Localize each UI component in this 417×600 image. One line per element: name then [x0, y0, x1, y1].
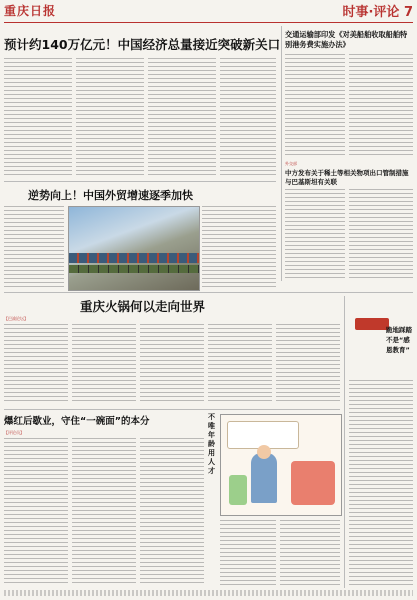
export-text-col2 [349, 189, 413, 281]
divider-education-column [344, 296, 345, 588]
hotpot-text-col4 [208, 324, 272, 404]
headline-trade: 逆势向上！中国外贸增速逐季加快 [28, 189, 193, 202]
gdp-text-col3 [148, 58, 216, 176]
page-label: 时事·评论 7 [342, 5, 413, 20]
gdp-text-col4 [220, 58, 276, 176]
tag-comment-b: 【评论员】 [4, 430, 24, 435]
hotpot-text-col2 [72, 324, 136, 404]
headline-hotpot: 重庆火锅何以走向世界 [80, 299, 206, 314]
transport-text-col1 [285, 54, 345, 156]
tag-comment-a: 【巴渝论坛】 [4, 316, 28, 321]
education-text-col [349, 380, 413, 588]
tag-sidebar: 外交部 [285, 161, 297, 166]
freight-train-photo [68, 206, 200, 291]
gdp-text-col2 [76, 58, 144, 176]
divider-lower [4, 409, 340, 410]
export-text-col1 [285, 189, 345, 281]
headline-gdp: 预计约140万亿元！中国经济总量接近突破新关口 [4, 37, 281, 52]
restaurant-text-col3 [140, 438, 204, 586]
talent-illustration [220, 414, 342, 516]
column-badge [355, 318, 389, 330]
headline-export-control: 中方发布关于稀土等相关物项出口管制措施与巴基斯坦有关联 [285, 169, 409, 186]
masthead [4, 2, 413, 22]
headline-transport: 交通运输部印发《对美船舶收取船舶特别港务费实施办法》 [285, 30, 408, 49]
hotpot-text-col1 [4, 324, 68, 404]
divider-gdp [4, 181, 276, 182]
footer-info [4, 590, 413, 596]
transport-text-col2 [349, 54, 413, 156]
masthead-rule [4, 22, 413, 23]
divider-right-column [281, 26, 282, 281]
headline-restaurant: 爆红后歇业，守住“一碗面”的本分 [4, 416, 150, 427]
restaurant-text-col2 [72, 438, 136, 586]
trade-text-col3 [202, 206, 276, 289]
newspaper-name: 重庆日报 [4, 4, 57, 18]
talent-text-col2 [280, 520, 340, 586]
hotpot-text-col3 [140, 324, 204, 404]
headline-talent: 不唯年龄用人才 [208, 413, 215, 475]
hotpot-text-col5 [276, 324, 340, 404]
divider-mid [4, 292, 413, 293]
gdp-text-col1 [4, 58, 72, 176]
restaurant-text-col1 [4, 438, 68, 586]
headline-education: 跪地踩踏不是“感恩教育” [386, 326, 412, 354]
talent-text-col1 [220, 520, 276, 586]
trade-text-col1 [4, 206, 64, 289]
